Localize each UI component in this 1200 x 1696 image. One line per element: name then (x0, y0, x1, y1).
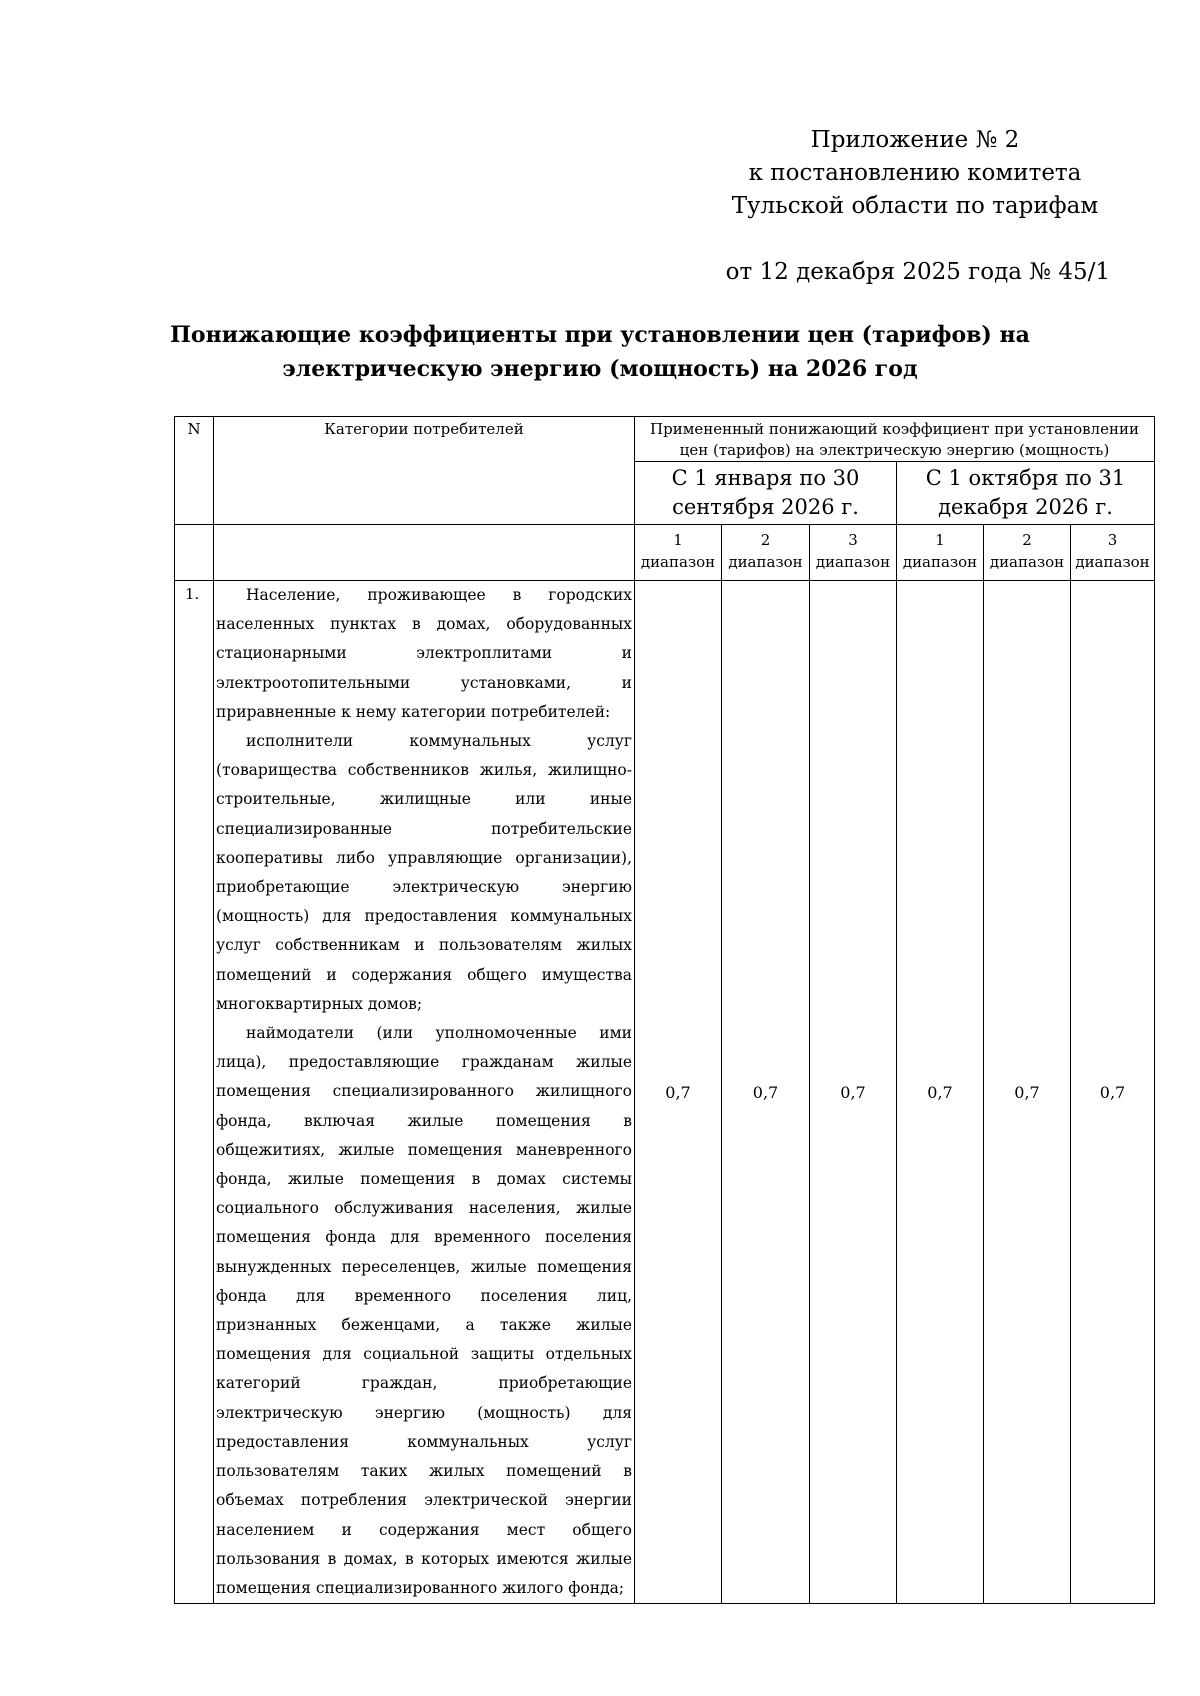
table-row (175, 581, 1155, 1604)
range-number: 1 (673, 531, 683, 549)
range-header (897, 525, 984, 581)
category-paragraph: наймодатели (или уполномоченные ими лица), предоставляющие гражданам жилые помещения специализированного жилищного фонда, включая жилые помещения в общежитиях, жилые помещения маневренного фонда, жилые помещения в домах системы социального обслуживания населения, жилые помещения фонда для временного поселения вынужденных переселенцев, жилые помещения фонда для временного поселения лиц, признанных беженцами, а также жилые помещения для социальной защиты отдельных категорий граждан, приобретающие электрическую энергию (мощность) для предоставления коммунальных услуг пользователям таких жилых помещений в объемах потребления электрической энергии населением и содержания мест общего пользования в домах, в которых имеются жилые помещения специализированного жилого фонда; (216, 1024, 632, 1597)
range-header (722, 525, 810, 581)
column-header-n: N (175, 417, 214, 525)
period-header-2: С 1 октября по 31 декабря 2026 г. (897, 462, 1155, 525)
empty-header-cell (214, 525, 635, 581)
appendix-reference: к постановлению комитета (748, 160, 1082, 186)
category-description (214, 581, 635, 1604)
range-header (1071, 525, 1155, 581)
empty-header-cell (175, 525, 214, 581)
header-row-1 (175, 417, 1155, 462)
range-label: диапазон (640, 553, 716, 571)
range-label: диапазон (1075, 553, 1150, 571)
coefficient-value: 0,7 (635, 581, 722, 1604)
document-title (150, 318, 1050, 386)
range-header (984, 525, 1071, 581)
header-row-ranges (175, 525, 1155, 581)
range-header (635, 525, 722, 581)
range-number: 3 (848, 531, 858, 549)
title-line-2: электрическую энергию (мощность) на 2026 год (282, 356, 918, 382)
row-number: 1. (175, 581, 214, 1604)
category-paragraph: исполнители коммунальных услуг (товарищества собственников жилья, жилищно-строительные, жилищные или иные специализированные потребительские кооперативы либо управляющие организации), приобретающие электрическую энергию (мощность) для предоставления коммунальных услуг собственникам и пользователям жилых помещений и содержания общего имущества многоквартирных домов; (216, 732, 632, 1013)
coefficient-value: 0,7 (722, 581, 810, 1604)
title-line-1: Понижающие коэффициенты при установлении цен (тарифов) на (170, 322, 1030, 348)
range-number: 3 (1107, 531, 1118, 549)
category-paragraph: Население, проживающее в городских населенных пунктах в домах, оборудованных стационарными электроплитами и электроотопительными установками, и приравненные к нему категории потребителей: (216, 586, 632, 721)
range-label: диапазон (902, 553, 978, 571)
coefficient-value: 0,7 (810, 581, 897, 1604)
range-number: 2 (760, 531, 771, 549)
range-label: диапазон (815, 553, 891, 571)
range-label: диапазон (728, 553, 803, 571)
range-header (810, 525, 897, 581)
range-number: 2 (1022, 531, 1032, 549)
appendix-title: Приложение № 2 (810, 127, 1020, 153)
coefficients-table (174, 416, 1155, 1604)
range-label: диапазон (989, 553, 1065, 571)
period-header-1: С 1 января по 30 сентября 2026 г. (635, 462, 897, 525)
appendix-block (720, 124, 1110, 223)
range-number: 1 (935, 531, 945, 549)
column-header-category: Категории потребителей (214, 417, 635, 525)
coefficient-value: 0,7 (897, 581, 984, 1604)
column-header-coefficient: Примененный понижающий коэффициент при установлении цен (тарифов) на электрическую энергию (мощность) (635, 417, 1155, 462)
appendix-authority: Тульской области по тарифам (731, 193, 1099, 219)
coefficient-value: 0,7 (984, 581, 1071, 1604)
appendix-date: от 12 декабря 2025 года № 45/1 (725, 259, 1110, 285)
coefficient-value: 0,7 (1071, 581, 1155, 1604)
